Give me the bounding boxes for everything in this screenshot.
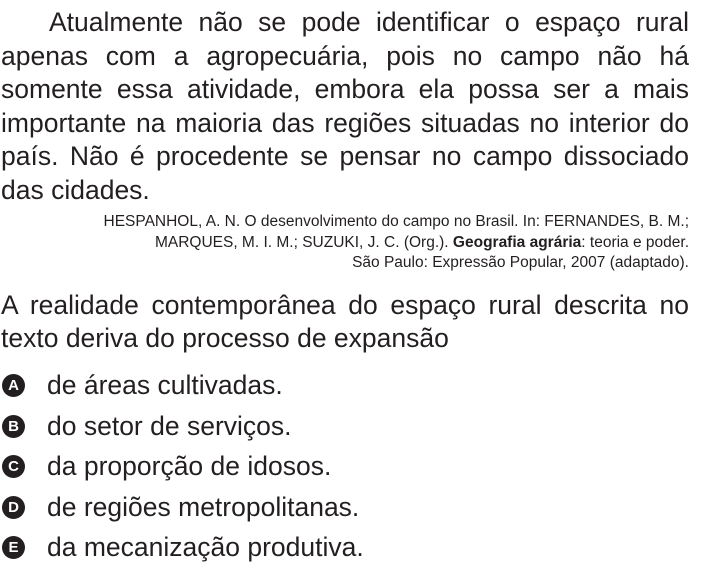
option-letter-c-badge: C — [2, 455, 25, 478]
option-letter-b-badge: B — [2, 415, 25, 438]
option-text: da mecanização produtiva. — [47, 532, 364, 563]
question-stem: A realidade contemporânea do espaço rural descrita no texto deriva do processo de expansão — [1, 289, 689, 353]
option-d[interactable] — [1, 487, 689, 528]
citation — [1, 212, 689, 274]
citation-subtitle: : teoria e poder. — [581, 233, 689, 251]
option-b[interactable] — [1, 406, 689, 447]
option-letter-e-badge: E — [2, 536, 25, 559]
citation-book-title: Geografia agrária — [452, 233, 582, 251]
citation-line-2 — [1, 233, 689, 254]
option-text: de regiões metropolitanas. — [47, 491, 360, 522]
option-a[interactable] — [1, 366, 689, 407]
citation-line-3: São Paulo: Expressão Popular, 2007 (adaptado). — [352, 254, 689, 271]
passage-text: Atualmente não se pode identificar o espaço rural apenas com a agropecuária, pois no campo não há somente essa atividade, embora ela possa ser a mais importante na maioria das regiões situadas no interior do país. Não é procedente se pensar no campo dissociado das cidades. — [1, 7, 689, 205]
option-text: da proporção de idosos. — [47, 451, 332, 482]
option-text: de áreas cultivadas. — [47, 370, 283, 401]
option-text: do setor de serviços. — [47, 410, 292, 441]
citation-line-1: HESPANHOL, A. N. O desenvolvimento do campo no Brasil. In: FERNANDES, B. M.; — [103, 213, 689, 230]
citation-authors: MARQUES, M. I. M.; SUZUKI, J. C. (Org.). — [154, 233, 453, 251]
option-letter-d-badge: D — [2, 496, 25, 519]
option-c[interactable] — [1, 447, 689, 488]
option-e[interactable] — [1, 528, 689, 569]
option-letter-a-badge: A — [2, 374, 25, 397]
answer-options — [1, 366, 689, 569]
